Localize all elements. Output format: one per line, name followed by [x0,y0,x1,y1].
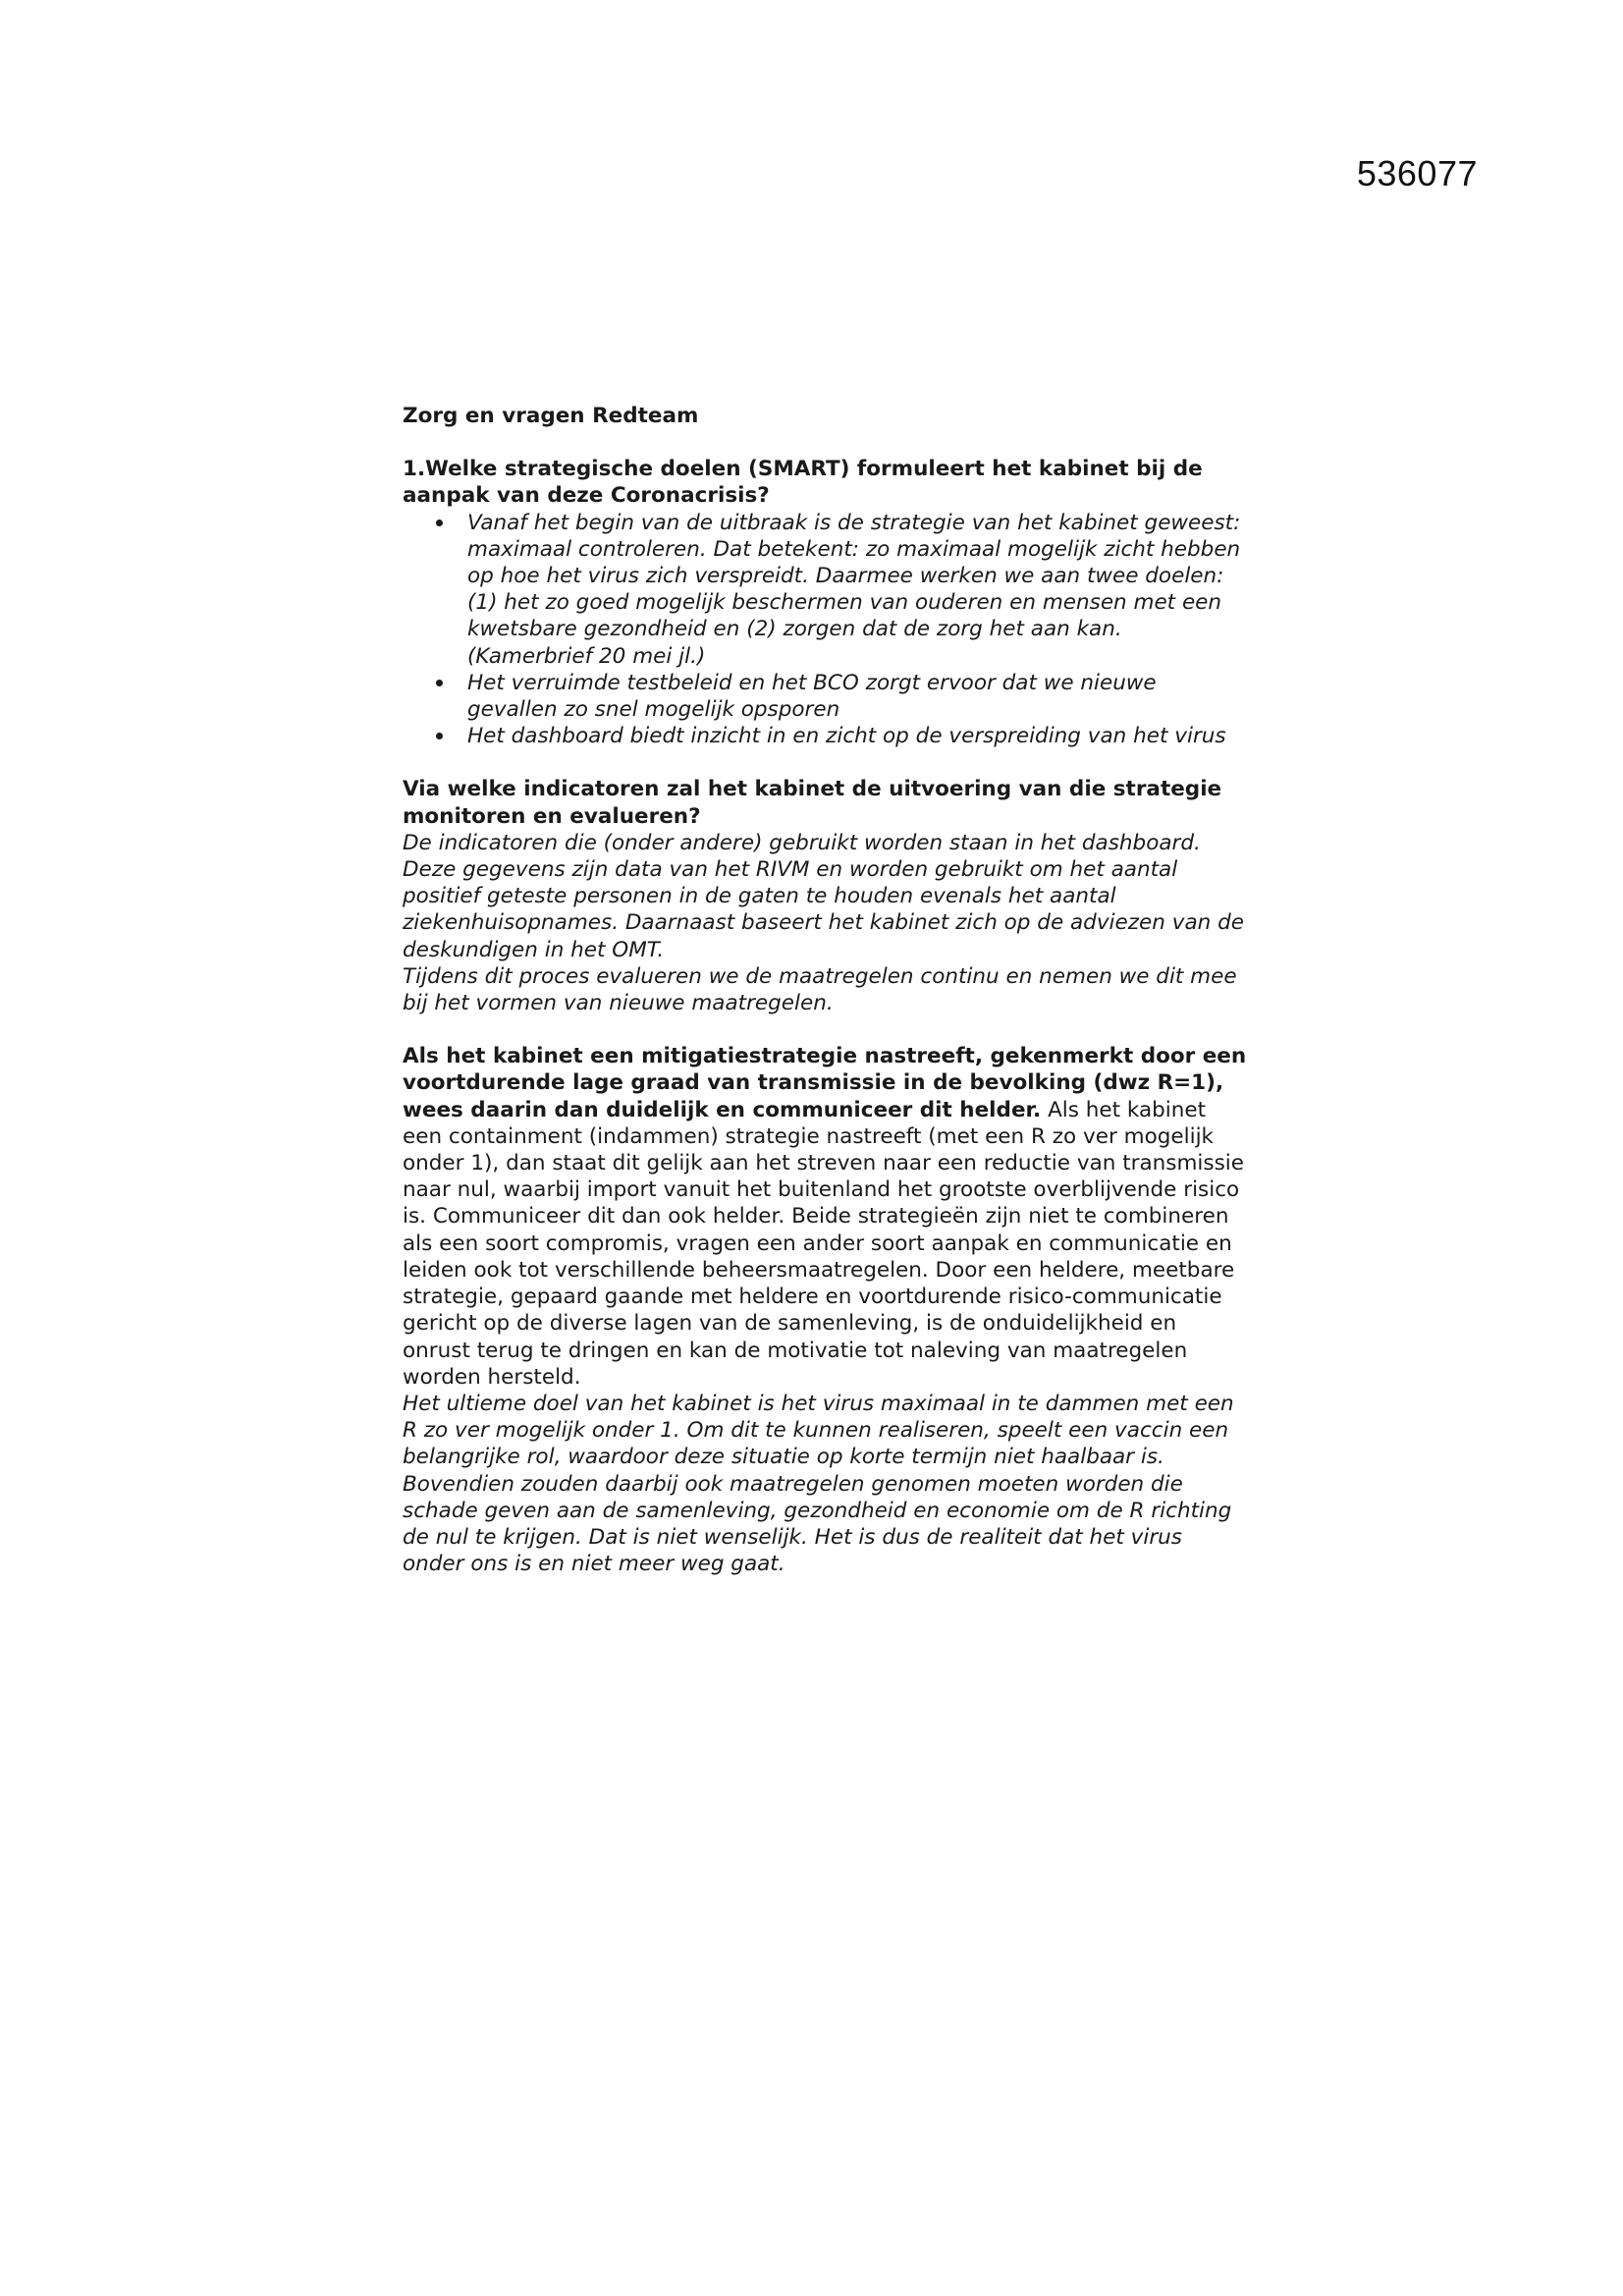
section-strategic-goals [403,456,1247,749]
section-heading: Als het kabinet een mitigatiestrategie nastreeft, gekenmerkt door een voortdurende lage graad van transmissie in de bevolking (dwz R=1), wees daarin dan duidelijk en communiceer dit helder. [403,1044,1247,1122]
list-item: Vanaf het begin van de uitbraak is de strategie van het kabinet geweest: maximaal controleren. Dat betekent: zo maximaal mogelijk zicht hebben op hoe het virus zich verspreidt. Daarmee werken we aan twee doelen: (1) het zo goed mogelijk beschermen van ouderen en mensen met een kwetsbare gezondheid en (2) zorgen dat de zorg het aan kan. (Kamerbrief 20 mei jl.) [467,510,1247,670]
bullet-list [403,510,1247,750]
section-heading: 1.Welke strategische doelen (SMART) formuleert het kabinet bij de aanpak van deze Coronacrisis? [403,457,1203,509]
answer-paragraph: De indicatoren die (onder andere) gebruikt worden staan in het dashboard. Deze gegevens zijn data van het RIVM en worden gebruikt om het aantal positief geteste personen in de gaten te houden evenals het aantal ziekenhuisopnames. Daarnaast baseert het kabinet zich op de adviezen van de deskundigen in het OMT. [403,830,1244,962]
document-title: Zorg en vragen Redteam [403,404,699,428]
answer-paragraph: Tijdens dit proces evalueren we de maatregelen continu en nemen we dit mee bij het vormen van nieuwe maatregelen. [403,963,1237,1016]
document-body [403,403,1247,1604]
list-item: Het verruimde testbeleid en het BCO zorgt ervoor dat we nieuwe gevallen zo snel mogelijk opsporen [467,670,1247,723]
section-mitigation-strategy [403,1043,1247,1577]
section-heading: Via welke indicatoren zal het kabinet de uitvoering van die strategie monitoren en evalueren? [403,777,1222,829]
body-text: Als het kabinet een containment (indammen) strategie nastreeft (met een R zo ver mogelijk onder 1), dan staat dit gelijk aan het streven naar een reductie van transmissie naar nul, waarbij import vanuit het buitenland het grootste overblijvende risico is. Communiceer dit dan ook helder. Beide strategieën zijn niet te combineren als een soort compromis, vragen een ander soort aanpak en communicatie en leiden ook tot verschillende beheersmaatregelen. Door een heldere, meetbare strategie, gepaard gaande met heldere en voortdurende risico-communicatie gericht op de diverse lagen van de samenleving, is de onduidelijkheid en onrust terug te dringen en kan de motivatie tot naleving van maatregelen worden hersteld. [403,1097,1244,1390]
section-paragraph [403,1043,1247,1391]
section-indicators [403,776,1247,1016]
answer-paragraph: Het ultieme doel van het kabinet is het virus maximaal in te dammen met een R zo ver mogelijk onder 1. Om dit te kunnen realiseren, speelt een vaccin een belangrijke rol, waardoor deze situatie op korte termijn niet haalbaar is. Bovendien zouden daarbij ook maatregelen genomen moeten worden die schade geven aan de samenleving, gezondheid en economie om de R richting de nul te krijgen. Dat is niet wenselijk. Het is dus de realiteit dat het virus onder ons is en niet meer weg gaat. [403,1391,1234,1577]
document-number: 536077 [1356,153,1478,193]
list-item: Het dashboard biedt inzicht in en zicht op de verspreiding van het virus [467,723,1247,749]
